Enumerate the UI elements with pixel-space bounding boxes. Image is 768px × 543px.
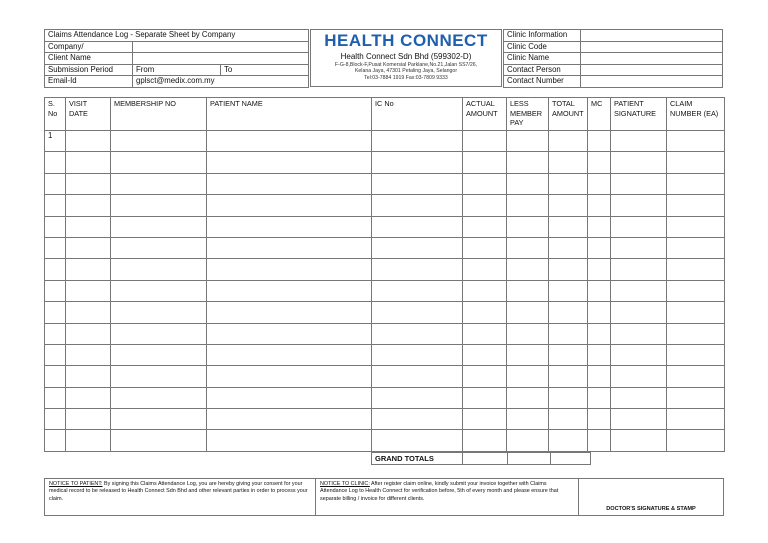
company-info-block (310, 29, 502, 87)
cell-sno[interactable] (45, 259, 66, 280)
cell-patient-name[interactable] (207, 173, 372, 194)
clinic-information-label: Clinic Information (504, 30, 581, 42)
cell-patient-signature[interactable] (611, 430, 667, 451)
cell-actual-amount[interactable] (463, 387, 507, 408)
cell-visit-date[interactable] (66, 387, 111, 408)
cell-patient-signature[interactable] (611, 237, 667, 258)
cell-visit-date[interactable] (66, 409, 111, 430)
cell-sno[interactable] (45, 344, 66, 365)
cell-patient-signature[interactable] (611, 280, 667, 301)
cell-mc[interactable] (588, 344, 611, 365)
cell-membership-no[interactable] (111, 259, 207, 280)
cell-visit-date[interactable] (66, 344, 111, 365)
notice-to-patient (45, 479, 316, 516)
company-label: Company/ (45, 41, 133, 53)
cell-sno[interactable] (45, 302, 66, 323)
clinic-code-label: Clinic Code (504, 41, 581, 53)
contact-number-label: Contact Number (504, 76, 581, 88)
cell-membership-no[interactable] (111, 344, 207, 365)
cell-less-member-pay[interactable] (507, 152, 549, 173)
notice-footer (44, 478, 724, 516)
total-amount-cell[interactable] (551, 453, 591, 465)
cell-less-member-pay[interactable] (507, 387, 549, 408)
cell-visit-date[interactable] (66, 216, 111, 237)
cell-ic-no[interactable] (372, 152, 463, 173)
cell-patient-name[interactable] (207, 302, 372, 323)
table-row (45, 430, 725, 451)
cell-claim-number[interactable] (667, 216, 725, 237)
cell-sno[interactable] (45, 152, 66, 173)
client-name-label: Client Name (45, 53, 133, 65)
cell-membership-no[interactable] (111, 366, 207, 387)
cell-sno[interactable] (45, 366, 66, 387)
cell-visit-date[interactable] (66, 152, 111, 173)
cell-total-amount[interactable] (549, 237, 588, 258)
cell-less-member-pay[interactable] (507, 302, 549, 323)
cell-claim-number[interactable] (667, 237, 725, 258)
contact-number-field[interactable] (581, 76, 723, 88)
cell-mc[interactable] (588, 430, 611, 451)
cell-membership-no[interactable] (111, 280, 207, 301)
cell-ic-no[interactable] (372, 387, 463, 408)
contact-line: Tel:03-7884 1919 Fax:03-7809 9333 (364, 74, 448, 81)
cell-membership-no[interactable] (111, 195, 207, 216)
cell-mc[interactable] (588, 387, 611, 408)
cell-claim-number[interactable] (667, 152, 725, 173)
table-row (45, 152, 725, 173)
table-row (45, 259, 725, 280)
notice-patient-text: By signing this Claims Attendance Log, you are hereby giving your consent for your medical record to be released to Health Connect Sdn Bhd and other relevant parties in order to process your claim. (49, 481, 308, 502)
cell-total-amount[interactable] (549, 152, 588, 173)
cell-actual-amount[interactable] (463, 302, 507, 323)
period-to-label: To (224, 64, 233, 74)
cell-claim-number[interactable] (667, 195, 725, 216)
cell-less-member-pay[interactable] (507, 344, 549, 365)
cell-patient-signature[interactable] (611, 216, 667, 237)
cell-patient-signature[interactable] (611, 344, 667, 365)
cell-ic-no[interactable] (372, 302, 463, 323)
cell-claim-number[interactable] (667, 131, 725, 152)
cell-mc[interactable] (588, 409, 611, 430)
cell-ic-no[interactable] (372, 409, 463, 430)
clinic-name-field[interactable] (581, 53, 723, 65)
total-less-member-pay-cell[interactable] (508, 453, 551, 465)
cell-membership-no[interactable] (111, 430, 207, 451)
cell-actual-amount[interactable] (463, 344, 507, 365)
clinic-info-table (503, 29, 723, 88)
claims-grid-body (45, 131, 725, 452)
cell-membership-no[interactable] (111, 302, 207, 323)
cell-sno[interactable] (45, 430, 66, 451)
cell-claim-number[interactable] (667, 344, 725, 365)
col-actual-amount: ACTUAL AMOUNT (463, 98, 507, 131)
col-patient-signature: PATIENT SIGNATURE (611, 98, 667, 131)
cell-ic-no[interactable] (372, 173, 463, 194)
cell-membership-no[interactable] (111, 409, 207, 430)
cell-membership-no[interactable] (111, 237, 207, 258)
col-total-amount: TOTAL AMOUNT (549, 98, 588, 131)
cell-claim-number[interactable] (667, 280, 725, 301)
cell-actual-amount[interactable] (463, 430, 507, 451)
cell-membership-no[interactable] (111, 387, 207, 408)
cell-patient-name[interactable] (207, 280, 372, 301)
clinic-information-field[interactable] (581, 30, 723, 42)
col-mc: MC (588, 98, 611, 131)
cell-visit-date[interactable] (66, 131, 111, 152)
cell-ic-no[interactable] (372, 195, 463, 216)
cell-ic-no[interactable] (372, 366, 463, 387)
col-less-member-pay: LESS MEMBER PAY (507, 98, 549, 131)
cell-membership-no[interactable] (111, 323, 207, 344)
total-actual-amount-cell[interactable] (463, 453, 508, 465)
cell-total-amount[interactable] (549, 195, 588, 216)
cell-patient-name[interactable] (207, 323, 372, 344)
cell-sno[interactable] (45, 216, 66, 237)
cell-visit-date[interactable] (66, 237, 111, 258)
table-row (45, 387, 725, 408)
cell-patient-name[interactable] (207, 259, 372, 280)
cell-patient-signature[interactable] (611, 302, 667, 323)
cell-ic-no[interactable] (372, 131, 463, 152)
cell-total-amount[interactable] (549, 173, 588, 194)
cell-sno[interactable]: 1 (45, 131, 66, 152)
address-line-1: F-G-8,Block-F,Pusat Komersial Parklane,No.21,Jalan SS7/26, (334, 62, 478, 68)
cell-patient-signature[interactable] (611, 173, 667, 194)
cell-actual-amount[interactable] (463, 173, 507, 194)
cell-patient-name[interactable] (207, 366, 372, 387)
cell-mc[interactable] (588, 216, 611, 237)
cell-actual-amount[interactable] (463, 280, 507, 301)
cell-total-amount[interactable] (549, 409, 588, 430)
cell-less-member-pay[interactable] (507, 323, 549, 344)
cell-actual-amount[interactable] (463, 323, 507, 344)
notice-to-clinic (316, 479, 579, 516)
cell-mc[interactable] (588, 195, 611, 216)
cell-sno[interactable] (45, 237, 66, 258)
cell-sno[interactable] (45, 173, 66, 194)
period-from-field[interactable] (133, 64, 221, 76)
cell-patient-signature[interactable] (611, 387, 667, 408)
period-from-label: From (136, 64, 155, 74)
cell-claim-number[interactable] (667, 387, 725, 408)
cell-less-member-pay[interactable] (507, 216, 549, 237)
cell-mc[interactable] (588, 280, 611, 301)
email-label: Email-Id (45, 76, 133, 88)
notice-clinic-text: After register claim online, kindly submit your invoice together with Claims Attendance Log to Health Connect for verification before, 5th of every month and please ensure that separate billing / invoice for different clients. (320, 481, 559, 502)
cell-less-member-pay[interactable] (507, 173, 549, 194)
cell-patient-signature[interactable] (611, 131, 667, 152)
cell-actual-amount[interactable] (463, 216, 507, 237)
cell-actual-amount[interactable] (463, 237, 507, 258)
cell-membership-no[interactable] (111, 173, 207, 194)
cell-patient-name[interactable] (207, 195, 372, 216)
cell-patient-signature[interactable] (611, 195, 667, 216)
col-patient-name: PATIENT NAME (207, 98, 372, 131)
col-visit-date: VISIT DATE (66, 98, 111, 131)
table-row (45, 195, 725, 216)
cell-actual-amount[interactable] (463, 131, 507, 152)
cell-mc[interactable] (588, 302, 611, 323)
col-sno: S. No (45, 98, 66, 131)
cell-less-member-pay[interactable] (507, 237, 549, 258)
cell-total-amount[interactable] (549, 259, 588, 280)
cell-visit-date[interactable] (66, 430, 111, 451)
cell-total-amount[interactable] (549, 344, 588, 365)
cell-patient-signature[interactable] (611, 366, 667, 387)
cell-actual-amount[interactable] (463, 366, 507, 387)
cell-visit-date[interactable] (66, 195, 111, 216)
cell-mc[interactable] (588, 173, 611, 194)
contact-person-field[interactable] (581, 64, 723, 76)
cell-visit-date[interactable] (66, 173, 111, 194)
cell-claim-number[interactable] (667, 259, 725, 280)
cell-claim-number[interactable] (667, 409, 725, 430)
cell-sno[interactable] (45, 195, 66, 216)
cell-patient-name[interactable] (207, 152, 372, 173)
cell-ic-no[interactable] (372, 323, 463, 344)
submission-period-label: Submission Period (45, 64, 133, 76)
cell-ic-no[interactable] (372, 280, 463, 301)
cell-less-member-pay[interactable] (507, 280, 549, 301)
table-row (45, 280, 725, 301)
cell-patient-name[interactable] (207, 409, 372, 430)
doctor-signature-stamp-box[interactable] (579, 479, 724, 516)
cell-claim-number[interactable] (667, 366, 725, 387)
email-value: gplsct@medix.com.my (133, 76, 309, 88)
col-ic-no: IC No (372, 98, 463, 131)
company-field[interactable] (133, 41, 309, 53)
grand-totals-row (371, 452, 591, 465)
cell-membership-no[interactable] (111, 131, 207, 152)
cell-visit-date[interactable] (66, 366, 111, 387)
cell-ic-no[interactable] (372, 430, 463, 451)
cell-mc[interactable] (588, 366, 611, 387)
cell-mc[interactable] (588, 259, 611, 280)
cell-total-amount[interactable] (549, 366, 588, 387)
table-row (45, 216, 725, 237)
cell-mc[interactable] (588, 323, 611, 344)
table-row (45, 409, 725, 430)
cell-patient-name[interactable] (207, 216, 372, 237)
doctor-signature-label: DOCTOR'S SIGNATURE & STAMP (606, 505, 696, 512)
cell-less-member-pay[interactable] (507, 195, 549, 216)
submission-info-table (44, 29, 309, 88)
period-to-field[interactable] (221, 64, 309, 76)
cell-less-member-pay[interactable] (507, 409, 549, 430)
cell-mc[interactable] (588, 237, 611, 258)
cell-actual-amount[interactable] (463, 409, 507, 430)
cell-actual-amount[interactable] (463, 195, 507, 216)
client-name-field[interactable] (133, 53, 309, 65)
log-title: Claims Attendance Log - Separate Sheet by Company (45, 30, 309, 42)
cell-less-member-pay[interactable] (507, 430, 549, 451)
cell-sno[interactable] (45, 387, 66, 408)
cell-patient-signature[interactable] (611, 152, 667, 173)
table-row (45, 344, 725, 365)
company-name: Health Connect Sdn Bhd (599302-D) (340, 52, 472, 61)
table-row (45, 366, 725, 387)
table-row (45, 237, 725, 258)
cell-mc[interactable] (588, 131, 611, 152)
cell-less-member-pay[interactable] (507, 131, 549, 152)
cell-total-amount[interactable] (549, 280, 588, 301)
table-row (45, 323, 725, 344)
cell-less-member-pay[interactable] (507, 366, 549, 387)
cell-actual-amount[interactable] (463, 259, 507, 280)
cell-ic-no[interactable] (372, 259, 463, 280)
cell-sno[interactable] (45, 409, 66, 430)
col-claim-number: CLAIM NUMBER (EA) (667, 98, 725, 131)
cell-ic-no[interactable] (372, 344, 463, 365)
cell-patient-name[interactable] (207, 430, 372, 451)
contact-person-label: Contact Person (504, 64, 581, 76)
notice-clinic-title: NOTICE TO CLINIC: (320, 481, 370, 487)
cell-patient-name[interactable] (207, 344, 372, 365)
cell-visit-date[interactable] (66, 302, 111, 323)
cell-total-amount[interactable] (549, 216, 588, 237)
cell-patient-name[interactable] (207, 387, 372, 408)
cell-claim-number[interactable] (667, 173, 725, 194)
table-row (45, 173, 725, 194)
grand-totals-label: GRAND TOTALS (372, 453, 463, 465)
cell-sno[interactable] (45, 280, 66, 301)
cell-patient-signature[interactable] (611, 259, 667, 280)
table-row (45, 302, 725, 323)
cell-total-amount[interactable] (549, 131, 588, 152)
cell-ic-no[interactable] (372, 216, 463, 237)
table-row (45, 131, 725, 152)
cell-less-member-pay[interactable] (507, 259, 549, 280)
clinic-name-label: Clinic Name (504, 53, 581, 65)
cell-membership-no[interactable] (111, 216, 207, 237)
cell-total-amount[interactable] (549, 430, 588, 451)
cell-visit-date[interactable] (66, 259, 111, 280)
cell-actual-amount[interactable] (463, 152, 507, 173)
cell-patient-name[interactable] (207, 237, 372, 258)
cell-claim-number[interactable] (667, 323, 725, 344)
cell-patient-signature[interactable] (611, 323, 667, 344)
cell-visit-date[interactable] (66, 323, 111, 344)
cell-membership-no[interactable] (111, 152, 207, 173)
cell-claim-number[interactable] (667, 430, 725, 451)
cell-total-amount[interactable] (549, 387, 588, 408)
cell-sno[interactable] (45, 323, 66, 344)
cell-ic-no[interactable] (372, 237, 463, 258)
notice-patient-title: NOTICE TO PATIENT: (49, 481, 103, 487)
clinic-code-field[interactable] (581, 41, 723, 53)
claims-grid (44, 97, 725, 452)
cell-visit-date[interactable] (66, 280, 111, 301)
cell-patient-name[interactable] (207, 131, 372, 152)
cell-patient-signature[interactable] (611, 409, 667, 430)
cell-mc[interactable] (588, 152, 611, 173)
cell-claim-number[interactable] (667, 302, 725, 323)
address-line-2: Kelana Jaya, 47301 Petaling Jaya, Selangor (354, 68, 458, 75)
col-membership-no: MEMBERSHIP NO (111, 98, 207, 131)
cell-total-amount[interactable] (549, 302, 588, 323)
cell-total-amount[interactable] (549, 323, 588, 344)
health-connect-logo: HEALTH CONNECT (324, 31, 488, 50)
